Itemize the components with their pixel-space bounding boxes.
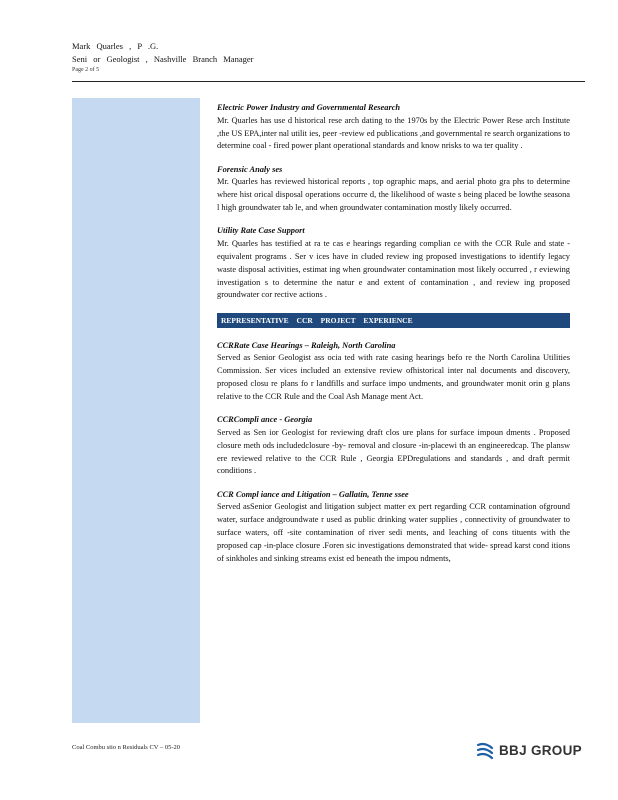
header-divider: [72, 81, 585, 82]
project-body: Served as Senior Geologist ass ocia ted with rate casing hearings befo re the North Carolina Utilities Commission. Ser vices included an extensive review ofhistorical inter nal documents and discovery, proposed closu re plans fo r landfills and surface impo undments, and groundwater monit orin g plans relative to the CCR Rule and the Coal Ash Manage ment Act.: [217, 353, 570, 401]
section: [217, 225, 570, 302]
section-title: Forensic Analy ses: [217, 164, 283, 174]
page-number: Page 2 of 5: [72, 67, 100, 73]
page-header: [72, 40, 552, 75]
section: [217, 164, 570, 215]
section: [217, 102, 570, 153]
main-content: [217, 102, 570, 576]
author-title: Seni or Geologist , Nashville Branch Manager: [72, 54, 254, 64]
footer-document-label: Coal Combu stio n Residuals CV – 05-20: [72, 744, 181, 751]
logo-text: BBJ GROUP: [499, 742, 582, 758]
section-title: Utility Rate Case Support: [217, 226, 305, 236]
project-body: Served asSenior Geologist and litigation subject matter ex pert regarding CCR contamination ofground water, surface andgroundwate r used as public drinking water supplies , connectivity of groundwater to surface waters, off -site contamination of river sedi ments, and leaching of cons tituents with the proposed cap -in-place closure .Foren sic investigations demonstrated that wide- spread karst cond itions of sinkholes and sinking streams exist ed beneath the impou ndments,: [217, 502, 570, 563]
sidebar-panel: [72, 98, 200, 723]
section-body: Mr. Quarles has reviewed historical reports , top ographic maps, and aerial photo gra phs to determine where hist orical disposal operations occurre d, the likelihood of waste s being placed be lowthe seasona l high groundwater tab le, and when groundwater contamination mostly likely occurred.: [217, 177, 570, 213]
author-name: Mark Quarles , P .G.: [72, 41, 159, 51]
section-title: Electric Power Industry and Governmental Research: [217, 103, 401, 112]
bbj-logo-icon: [475, 740, 495, 760]
section-body: Mr. Quarles has use d historical rese arch dating to the 1970s by the Electric Power Rese arch Institute ,the US EPA,inter nal utilit ies, peer -review ed publications ,and governmental re search organizations to determine coal - fired power plant operational standards and know nrisks to wa ter quality .: [217, 115, 570, 151]
project: [217, 414, 570, 478]
project-body: Served as Sen ior Geologist for reviewing draft clos ure plans for surface impoun dments . Proposed closure meth ods includedclosure -by- removal and closure -in-placewi th an engineeredcap. The plansw ere reviewed relative to the CCR Rule , Georgia EPDregulations and standards , and draft permit conditions .: [217, 427, 570, 476]
project: [217, 489, 570, 566]
project-title: CCRRate Case Hearings – Raleigh, North Carolina: [217, 340, 396, 350]
project: [217, 340, 570, 404]
company-logo: [475, 740, 582, 760]
section-body: Mr. Quarles has testified at ra te cas e hearings regarding complian ce with the CCR Rule and state -equivalent programs . Ser v ices have in cluded review ing proposed investigations to identify legacy waste disposal activities, estimat ing when groundwater contamination most likely occurred , r eviewing investigation s to determine the natur e and extent of contamination , and review ing proposed groundwater cor rective actions .: [217, 239, 570, 300]
project-title: CCR Compl iance and Litigation – Gallatin, Tenne ssee: [217, 489, 409, 499]
project-experience-banner: REPRESENTATIVE CCR PROJECT EXPERIENCE: [217, 313, 570, 328]
project-title: CCRCompli ance - Georgia: [217, 415, 313, 425]
